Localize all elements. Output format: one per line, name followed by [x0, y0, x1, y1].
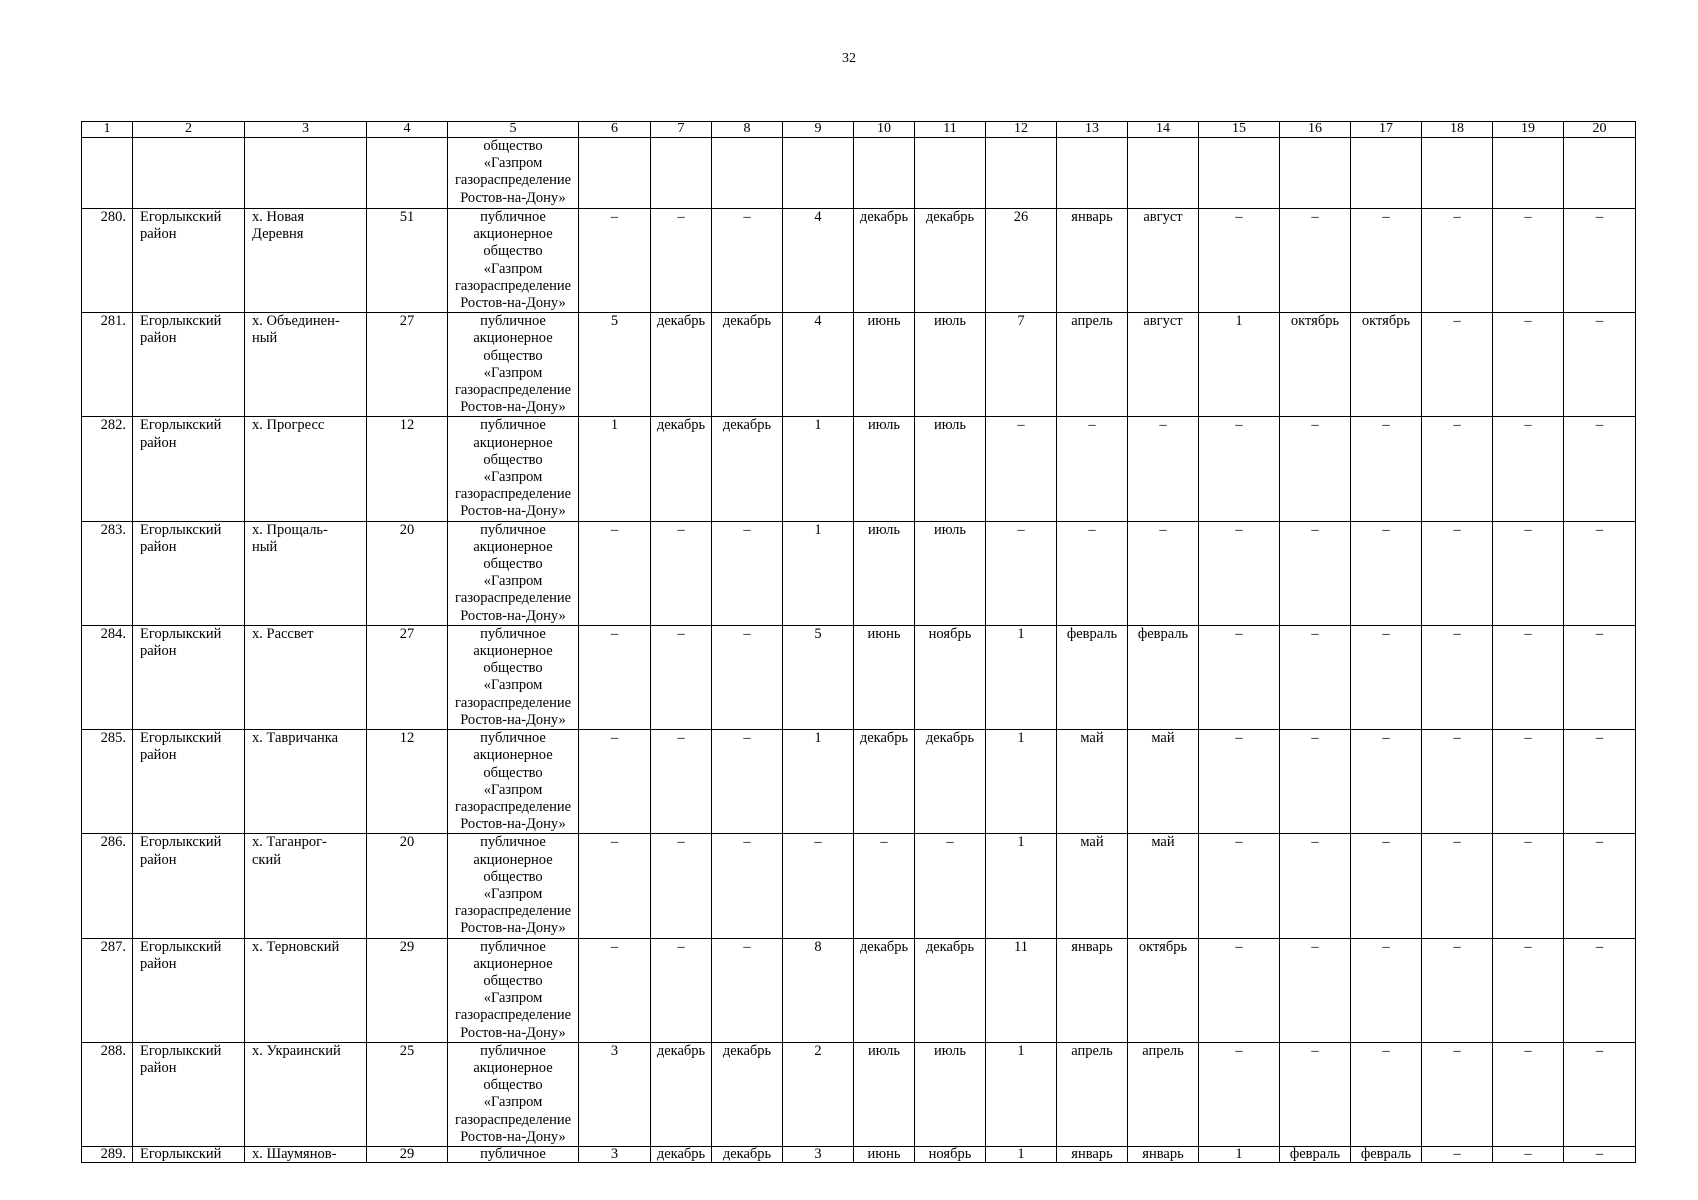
value-cell: –: [915, 834, 986, 938]
value-cell: 1: [1199, 1146, 1280, 1162]
value-cell: июль: [854, 417, 915, 521]
settlement-cell: х. Таганрог- ский: [245, 834, 367, 938]
value-cell: июль: [915, 1042, 986, 1146]
value-cell: ноябрь: [915, 625, 986, 729]
organization-cell: публичное акционерное общество «Газпром газораспределение Ростов-на-Дону»: [448, 1042, 579, 1146]
value-cell: –: [986, 521, 1057, 625]
settlement-cell: х. Терновский: [245, 938, 367, 1042]
column-header: 19: [1493, 122, 1564, 138]
value-cell: –: [712, 209, 783, 313]
district-cell: Егорлыкский район: [133, 1042, 245, 1146]
value-cell: –: [1199, 938, 1280, 1042]
value-cell: –: [1351, 938, 1422, 1042]
continuation-row: [82, 138, 1636, 209]
table-row: [82, 834, 1636, 938]
value-cell: –: [783, 834, 854, 938]
value-cell: –: [1422, 521, 1493, 625]
count-cell: 25: [367, 1042, 448, 1146]
value-cell: –: [1280, 730, 1351, 834]
value-cell: –: [1422, 834, 1493, 938]
value-cell: –: [1422, 730, 1493, 834]
value-cell: –: [712, 834, 783, 938]
table-row: [82, 521, 1636, 625]
settlement-cell: х. Тавричанка: [245, 730, 367, 834]
value-cell: 4: [783, 313, 854, 417]
value-cell: –: [579, 209, 651, 313]
count-cell: 29: [367, 938, 448, 1042]
value-cell: 1: [783, 521, 854, 625]
value-cell: –: [651, 730, 712, 834]
count-cell: 12: [367, 417, 448, 521]
value-cell: август: [1128, 313, 1199, 417]
empty-cell: [783, 138, 854, 209]
empty-cell: [712, 138, 783, 209]
empty-cell: [1128, 138, 1199, 209]
settlement-cell: х. Объединен- ный: [245, 313, 367, 417]
value-cell: –: [1422, 1042, 1493, 1146]
value-cell: –: [1493, 625, 1564, 729]
count-cell: 27: [367, 313, 448, 417]
value-cell: –: [986, 417, 1057, 521]
value-cell: –: [712, 521, 783, 625]
value-cell: –: [1564, 417, 1636, 521]
value-cell: июль: [854, 521, 915, 625]
settlement-cell: х. Прощаль- ный: [245, 521, 367, 625]
value-cell: 3: [579, 1146, 651, 1162]
value-cell: январь: [1128, 1146, 1199, 1162]
value-cell: –: [1199, 730, 1280, 834]
value-cell: июль: [915, 417, 986, 521]
value-cell: –: [1564, 834, 1636, 938]
column-header: 17: [1351, 122, 1422, 138]
value-cell: апрель: [1128, 1042, 1199, 1146]
row-number: 288.: [82, 1042, 133, 1146]
value-cell: октябрь: [1128, 938, 1199, 1042]
count-cell: 51: [367, 209, 448, 313]
row-number: 285.: [82, 730, 133, 834]
value-cell: июль: [915, 313, 986, 417]
value-cell: –: [1422, 625, 1493, 729]
value-cell: –: [1564, 625, 1636, 729]
value-cell: 3: [783, 1146, 854, 1162]
table-row: [82, 209, 1636, 313]
settlement-cell: х. Шаумянов-: [245, 1146, 367, 1162]
count-cell: 29: [367, 1146, 448, 1162]
value-cell: –: [1351, 625, 1422, 729]
value-cell: 26: [986, 209, 1057, 313]
value-cell: декабрь: [651, 417, 712, 521]
count-cell: 27: [367, 625, 448, 729]
value-cell: февраль: [1057, 625, 1128, 729]
settlement-cell: х. Украинский: [245, 1042, 367, 1146]
empty-cell: [1199, 138, 1280, 209]
value-cell: 1: [783, 730, 854, 834]
organization-cell: публичное акционерное общество «Газпром газораспределение Ростов-на-Дону»: [448, 834, 579, 938]
value-cell: –: [1493, 209, 1564, 313]
value-cell: –: [1280, 625, 1351, 729]
district-cell: Егорлыкский район: [133, 313, 245, 417]
value-cell: 5: [783, 625, 854, 729]
table-row: [82, 938, 1636, 1042]
value-cell: 1: [986, 834, 1057, 938]
column-header: 18: [1422, 122, 1493, 138]
empty-cell: [1057, 138, 1128, 209]
value-cell: –: [1057, 417, 1128, 521]
value-cell: –: [1422, 1146, 1493, 1162]
value-cell: октябрь: [1280, 313, 1351, 417]
empty-cell: [986, 138, 1057, 209]
value-cell: август: [1128, 209, 1199, 313]
column-header: 8: [712, 122, 783, 138]
value-cell: –: [1493, 834, 1564, 938]
value-cell: 1: [986, 625, 1057, 729]
value-cell: 7: [986, 313, 1057, 417]
row-number: 289.: [82, 1146, 133, 1162]
value-cell: 8: [783, 938, 854, 1042]
value-cell: февраль: [1351, 1146, 1422, 1162]
count-cell: 20: [367, 834, 448, 938]
row-number: 280.: [82, 209, 133, 313]
column-header: 9: [783, 122, 854, 138]
value-cell: –: [1493, 1042, 1564, 1146]
value-cell: –: [1493, 521, 1564, 625]
district-cell: Егорлыкский район: [133, 625, 245, 729]
column-header: 5: [448, 122, 579, 138]
value-cell: апрель: [1057, 1042, 1128, 1146]
value-cell: –: [1199, 417, 1280, 521]
value-cell: –: [1493, 938, 1564, 1042]
organization-cell: публичное акционерное общество «Газпром газораспределение Ростов-на-Дону»: [448, 938, 579, 1042]
value-cell: –: [579, 938, 651, 1042]
organization-cell: публичное: [448, 1146, 579, 1162]
value-cell: –: [1351, 730, 1422, 834]
table-row: [82, 417, 1636, 521]
value-cell: –: [651, 834, 712, 938]
column-header: 12: [986, 122, 1057, 138]
value-cell: декабрь: [651, 313, 712, 417]
value-cell: –: [1422, 313, 1493, 417]
district-cell: Егорлыкский район: [133, 521, 245, 625]
column-header: 14: [1128, 122, 1199, 138]
value-cell: –: [1280, 938, 1351, 1042]
empty-cell: [133, 138, 245, 209]
value-cell: –: [712, 938, 783, 1042]
row-number: 282.: [82, 417, 133, 521]
value-cell: июнь: [854, 313, 915, 417]
value-cell: 11: [986, 938, 1057, 1042]
value-cell: –: [1351, 209, 1422, 313]
value-cell: 1: [579, 417, 651, 521]
value-cell: –: [1351, 834, 1422, 938]
value-cell: –: [651, 521, 712, 625]
district-cell: Егорлыкский район: [133, 417, 245, 521]
value-cell: –: [1280, 834, 1351, 938]
value-cell: декабрь: [854, 938, 915, 1042]
column-header: 10: [854, 122, 915, 138]
table-row: [82, 313, 1636, 417]
value-cell: –: [1280, 209, 1351, 313]
district-cell: Егорлыкский район: [133, 209, 245, 313]
column-header: 6: [579, 122, 651, 138]
value-cell: 1: [986, 1042, 1057, 1146]
value-cell: июнь: [854, 1146, 915, 1162]
value-cell: –: [1199, 1042, 1280, 1146]
column-header: 7: [651, 122, 712, 138]
value-cell: май: [1128, 730, 1199, 834]
column-header: 11: [915, 122, 986, 138]
value-cell: 4: [783, 209, 854, 313]
value-cell: 1: [986, 1146, 1057, 1162]
value-cell: 1: [1199, 313, 1280, 417]
value-cell: –: [1057, 521, 1128, 625]
value-cell: –: [1422, 209, 1493, 313]
value-cell: май: [1057, 834, 1128, 938]
settlement-cell: х. Рассвет: [245, 625, 367, 729]
value-cell: –: [1422, 417, 1493, 521]
value-cell: –: [1422, 938, 1493, 1042]
value-cell: декабрь: [915, 209, 986, 313]
row-number: 287.: [82, 938, 133, 1042]
settlement-cell: х. Прогресс: [245, 417, 367, 521]
table-row: [82, 625, 1636, 729]
value-cell: –: [1199, 834, 1280, 938]
row-number: 286.: [82, 834, 133, 938]
value-cell: июль: [915, 521, 986, 625]
value-cell: декабрь: [854, 209, 915, 313]
value-cell: –: [1280, 1042, 1351, 1146]
value-cell: –: [1351, 1042, 1422, 1146]
value-cell: июль: [854, 1042, 915, 1146]
value-cell: –: [712, 730, 783, 834]
table-row: [82, 1146, 1636, 1162]
column-header: 3: [245, 122, 367, 138]
value-cell: 1: [783, 417, 854, 521]
district-cell: Егорлыкский район: [133, 730, 245, 834]
empty-cell: [82, 138, 133, 209]
value-cell: декабрь: [712, 417, 783, 521]
value-cell: –: [651, 938, 712, 1042]
empty-cell: [1493, 138, 1564, 209]
empty-cell: [1564, 138, 1636, 209]
value-cell: –: [579, 625, 651, 729]
column-header: 2: [133, 122, 245, 138]
value-cell: –: [1280, 417, 1351, 521]
value-cell: –: [651, 625, 712, 729]
value-cell: январь: [1057, 938, 1128, 1042]
table-body: [82, 122, 1636, 1163]
value-cell: 3: [579, 1042, 651, 1146]
value-cell: –: [651, 209, 712, 313]
value-cell: –: [579, 521, 651, 625]
value-cell: –: [1199, 209, 1280, 313]
column-header: 15: [1199, 122, 1280, 138]
value-cell: октябрь: [1351, 313, 1422, 417]
organization-cell: публичное акционерное общество «Газпром газораспределение Ростов-на-Дону»: [448, 209, 579, 313]
value-cell: –: [854, 834, 915, 938]
empty-cell: [367, 138, 448, 209]
empty-cell: [915, 138, 986, 209]
organization-cell: общество «Газпром газораспределение Ростов-на-Дону»: [448, 138, 579, 209]
value-cell: декабрь: [915, 938, 986, 1042]
value-cell: –: [1564, 938, 1636, 1042]
value-cell: –: [1493, 730, 1564, 834]
value-cell: –: [1199, 625, 1280, 729]
value-cell: декабрь: [854, 730, 915, 834]
value-cell: 5: [579, 313, 651, 417]
value-cell: –: [1493, 313, 1564, 417]
column-header: 1: [82, 122, 133, 138]
row-number: 283.: [82, 521, 133, 625]
district-cell: Егорлыкский район: [133, 938, 245, 1042]
column-header: 4: [367, 122, 448, 138]
organization-cell: публичное акционерное общество «Газпром газораспределение Ростов-на-Дону»: [448, 417, 579, 521]
value-cell: –: [579, 834, 651, 938]
value-cell: –: [712, 625, 783, 729]
value-cell: май: [1057, 730, 1128, 834]
value-cell: –: [1128, 417, 1199, 521]
data-table: [81, 121, 1636, 1163]
value-cell: –: [1564, 1042, 1636, 1146]
value-cell: –: [1199, 521, 1280, 625]
empty-cell: [245, 138, 367, 209]
district-cell: Егорлыкский: [133, 1146, 245, 1162]
organization-cell: публичное акционерное общество «Газпром газораспределение Ростов-на-Дону»: [448, 521, 579, 625]
value-cell: декабрь: [712, 1042, 783, 1146]
table-row: [82, 730, 1636, 834]
value-cell: –: [1351, 521, 1422, 625]
value-cell: 1: [986, 730, 1057, 834]
column-header: 20: [1564, 122, 1636, 138]
value-cell: февраль: [1128, 625, 1199, 729]
settlement-cell: х. Новая Деревня: [245, 209, 367, 313]
value-cell: декабрь: [712, 1146, 783, 1162]
value-cell: декабрь: [712, 313, 783, 417]
row-number: 284.: [82, 625, 133, 729]
value-cell: декабрь: [651, 1146, 712, 1162]
empty-cell: [1351, 138, 1422, 209]
empty-cell: [579, 138, 651, 209]
empty-cell: [651, 138, 712, 209]
empty-cell: [854, 138, 915, 209]
column-header: 16: [1280, 122, 1351, 138]
value-cell: –: [1280, 521, 1351, 625]
table-row: [82, 1042, 1636, 1146]
count-cell: 20: [367, 521, 448, 625]
header-row: [82, 122, 1636, 138]
value-cell: январь: [1057, 1146, 1128, 1162]
value-cell: апрель: [1057, 313, 1128, 417]
empty-cell: [1280, 138, 1351, 209]
value-cell: –: [579, 730, 651, 834]
column-header: 13: [1057, 122, 1128, 138]
value-cell: –: [1351, 417, 1422, 521]
organization-cell: публичное акционерное общество «Газпром газораспределение Ростов-на-Дону»: [448, 730, 579, 834]
value-cell: июнь: [854, 625, 915, 729]
value-cell: –: [1564, 521, 1636, 625]
count-cell: 12: [367, 730, 448, 834]
value-cell: –: [1493, 1146, 1564, 1162]
value-cell: –: [1128, 521, 1199, 625]
value-cell: декабрь: [915, 730, 986, 834]
district-cell: Егорлыкский район: [133, 834, 245, 938]
value-cell: –: [1564, 313, 1636, 417]
value-cell: февраль: [1280, 1146, 1351, 1162]
row-number: 281.: [82, 313, 133, 417]
page-number: 32: [842, 51, 856, 66]
empty-cell: [1422, 138, 1493, 209]
value-cell: декабрь: [651, 1042, 712, 1146]
value-cell: январь: [1057, 209, 1128, 313]
value-cell: 2: [783, 1042, 854, 1146]
value-cell: ноябрь: [915, 1146, 986, 1162]
value-cell: –: [1493, 417, 1564, 521]
value-cell: –: [1564, 209, 1636, 313]
value-cell: –: [1564, 730, 1636, 834]
organization-cell: публичное акционерное общество «Газпром газораспределение Ростов-на-Дону»: [448, 313, 579, 417]
organization-cell: публичное акционерное общество «Газпром газораспределение Ростов-на-Дону»: [448, 625, 579, 729]
value-cell: –: [1564, 1146, 1636, 1162]
value-cell: май: [1128, 834, 1199, 938]
